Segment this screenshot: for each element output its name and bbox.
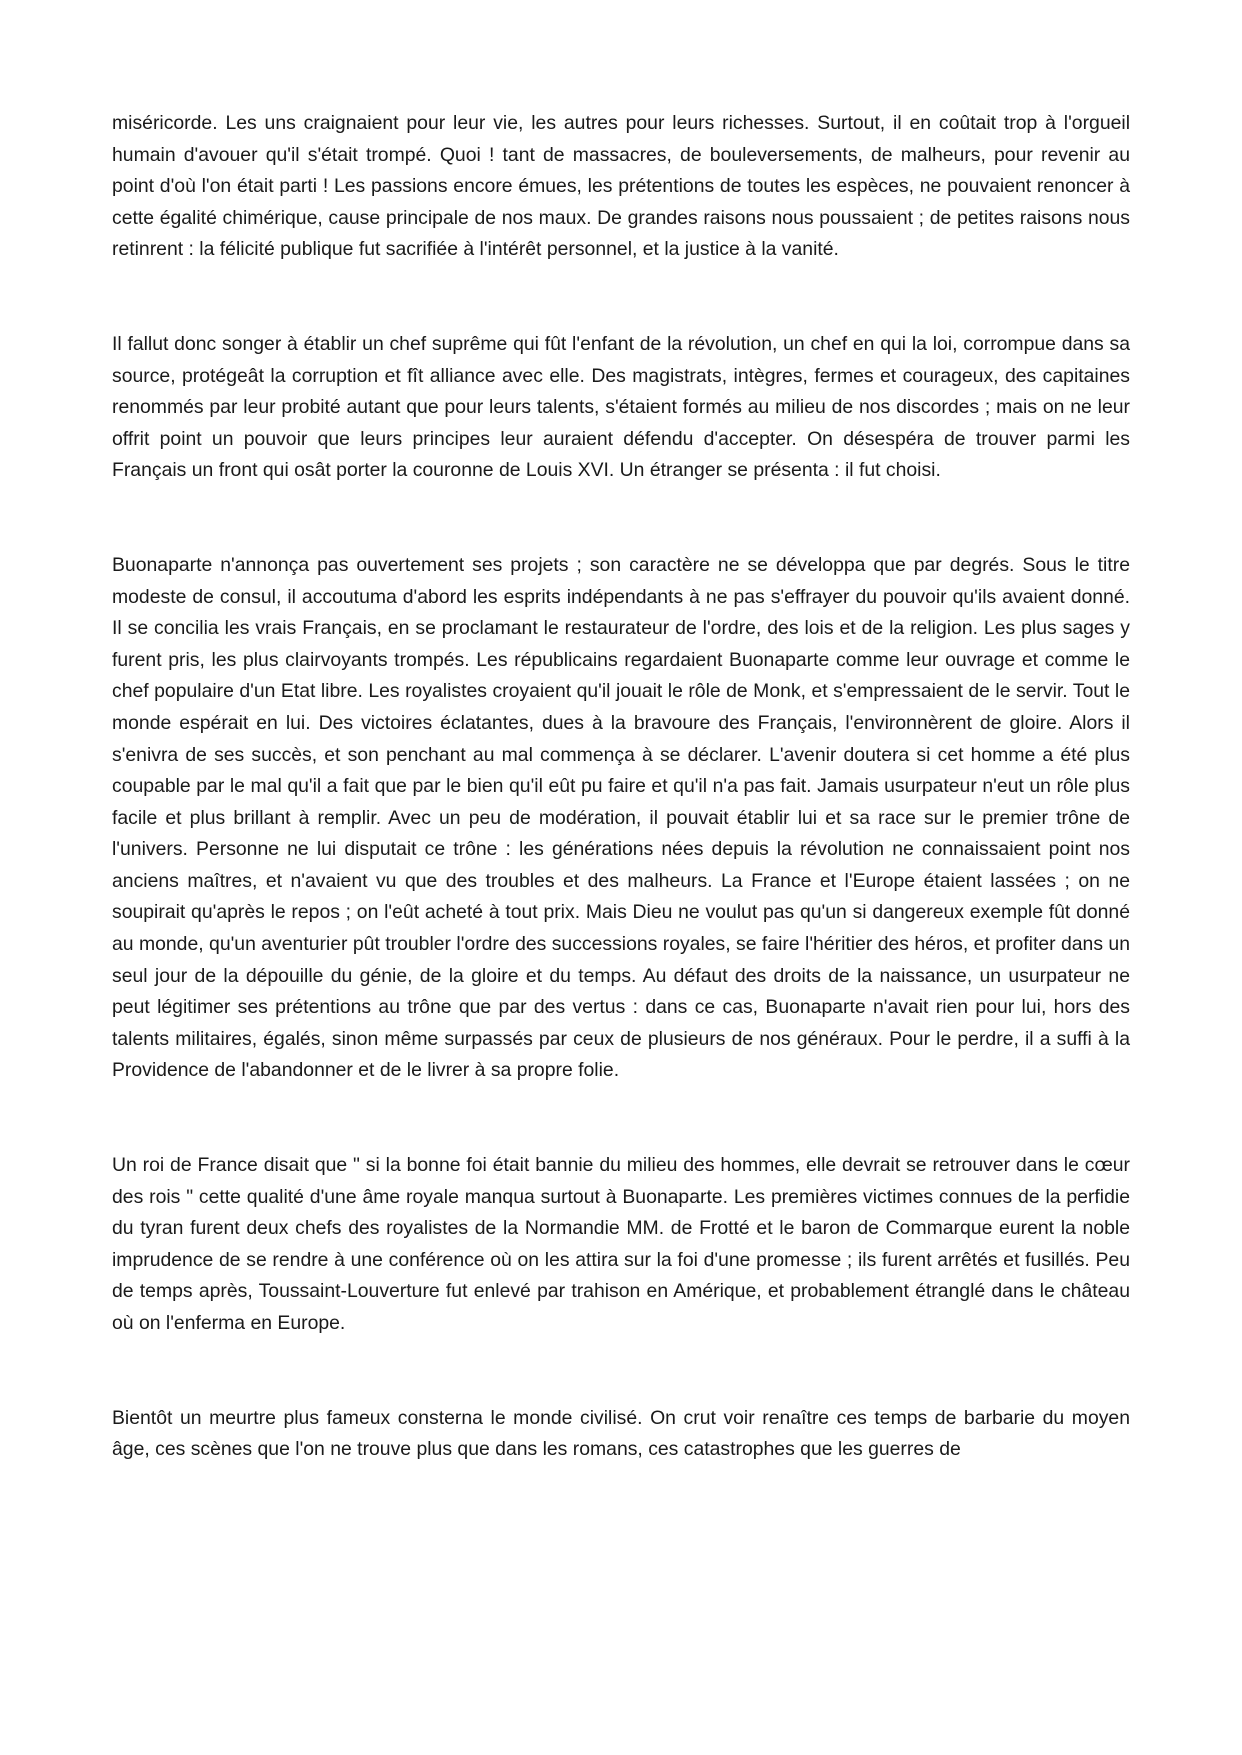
- paragraph-buonaparte-projets: Buonaparte n'annonça pas ouvertement ses projets ; son caractère ne se développa que par degrés. Sous le titre modeste de consul, il accoutuma d'abord les esprits indépendants à ne pas s'effrayer du pouvoir qu'ils avaient donné. Il se concilia les vrais Français, en se proclamant le restaurateur de l'ordre, des lois et de la religion. Les plus sages y furent pris, les plus clairvoyants trompés. Les républicains regardaient Buonaparte comme leur ouvrage et comme le chef populaire d'un Etat libre. Les royalistes croyaient qu'il jouait le rôle de Monk, et s'empressaient de le servir. Tout le monde espérait en lui. Des victoires éclatantes, dues à la bravoure des Français, l'environnèrent de gloire. Alors il s'enivra de ses succès, et son penchant au mal commença à se déclarer. L'avenir doutera si cet homme a été plus coupable par le mal qu'il a fait que par le bien qu'il eût pu faire et qu'il n'a pas fait. Jamais usurpateur n'eut un rôle plus facile et plus brillant à remplir. Avec un peu de modération, il pouvait établir lui et sa race sur le premier trône de l'univers. Personne ne lui disputait ce trône : les générations nées depuis la révolution ne connaissaient point nos anciens maîtres, et n'avaient vu que des troubles et des malheurs. La France et l'Europe étaient lassées ; on ne soupirait qu'après le repos ; on l'eût acheté à tout prix. Mais Dieu ne voulut pas qu'un si dangereux exemple fût donné au monde, qu'un aventurier pût troubler l'ordre des successions royales, se faire l'héritier des héros, et profiter dans un seul jour de la dépouille du génie, de la gloire et du temps. Au défaut des droits de la naissance, un usurpateur ne peut légitimer ses prétentions au trône que par des vertus : dans ce cas, Buonaparte n'avait rien pour lui, hors des talents militaires, égalés, sinon même surpassés par ceux de plusieurs de nos généraux. Pour le perdre, il a suffi à la Providence de l'abandonner et de le livrer à sa propre folie.: [112, 553, 1130, 1082]
- paragraph-meurtre-fameux: Bientôt un meurtre plus fameux consterna le monde civilisé. On crut voir renaître ces temps de barbarie du moyen âge, ces scènes que l'on ne trouve plus que dans les romans, ces catastrophes que les guerres de: [112, 1406, 1130, 1461]
- paragraph-roi-de-france: Un roi de France disait que " si la bonne foi était bannie du milieu des hommes, elle devrait se retrouver dans le cœur des rois " cette qualité d'une âme royale manqua surtout à Buonaparte. Les premières victimes connues de la perfidie du tyran furent deux chefs des royalistes de la Normandie MM. de Frotté et le baron de Commarque eurent la noble imprudence de se rendre à une conférence où on les attira sur la foi d'une promesse ; ils furent arrêtés et fusillés. Peu de temps après, Toussaint-Louverture fut enlevé par trahison en Amérique, et probablement étranglé dans le château où on l'enferma en Europe.: [112, 1154, 1130, 1334]
- paragraph-misericorde: miséricorde. Les uns craignaient pour leur vie, les autres pour leurs richesses. Surtout, il en coûtait trop à l'orgueil humain d'avouer qu'il s'était trompé. Quoi ! tant de massacres, de bouleversements, de malheurs, pour revenir au point d'où l'on était parti ! Les passions encore émues, les prétentions de toutes les espèces, ne pouvaient renoncer à cette égalité chimérique, cause principale de nos maux. De grandes raisons nous poussaient ; de petites raisons nous retinrent : la félicité publique fut sacrifiée à l'intérêt personnel, et la justice à la vanité.: [112, 112, 1130, 261]
- paragraph-chef-supreme: Il fallut donc songer à établir un chef suprême qui fût l'enfant de la révolution, un chef en qui la loi, corrompue dans sa source, protégeât la corruption et fît alliance avec elle. Des magistrats, intègres, fermes et courageux, des capitaines renommés par leur probité autant que pour leurs talents, s'étaient formés au milieu de nos discordes ; mais on ne leur offrit point un pouvoir que leurs principes leur auraient défendu d'accepter. On désespéra de trouver parmi les Français un front qui osât porter la couronne de Louis XVI. Un étranger se présenta : il fut choisi.: [112, 332, 1130, 482]
- body-text: [112, 108, 1130, 1529]
